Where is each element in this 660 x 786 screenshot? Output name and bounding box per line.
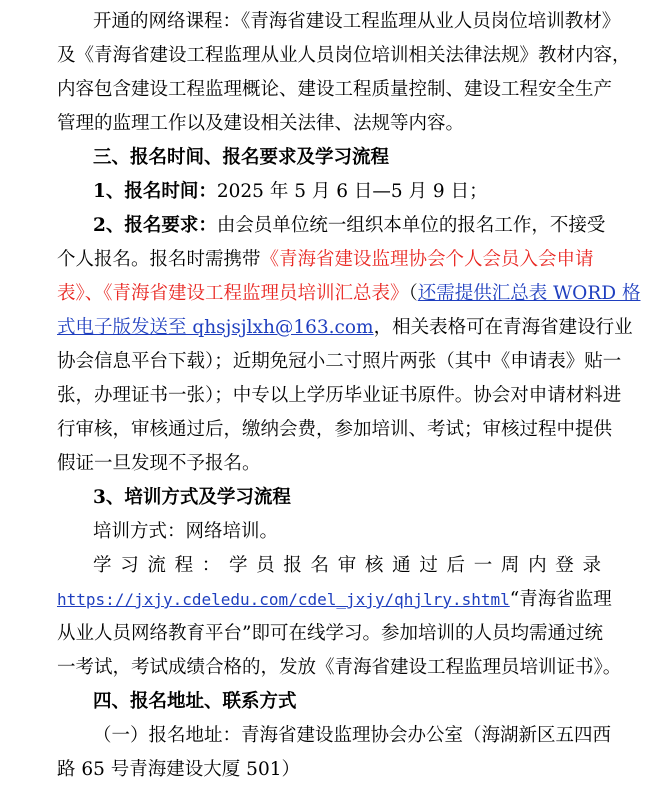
section-heading: 3、培训方式及学习流程 — [93, 487, 291, 508]
paragraph-line: 一考试，考试成绩合格的，发放《青海省建设工程监理员培训证书》。 — [57, 657, 622, 678]
paragraph-line: 开通的网络课程：《青海省建设工程监理从业人员岗位培训教材》 — [93, 11, 621, 32]
section-heading: 四、报名地址、联系方式 — [93, 691, 297, 712]
red-highlight-text: 《青海省建设监理协会个人会员入会申请 — [260, 249, 594, 270]
registration-time-label: 1、报名时间： — [93, 181, 217, 202]
paragraph-text: （ — [408, 283, 418, 304]
registration-time — [93, 176, 653, 208]
paragraph-line: 管理的监理工作以及建设相关法律、法规等内容。 — [57, 113, 465, 134]
paragraph-line: 张，办理证书一张）；中专以上学历毕业证书原件。协会对申请材料进 — [57, 385, 622, 406]
paragraph-text: ，相关表格可在青海省建设行业 — [373, 317, 633, 338]
email-link[interactable]: 式电子版发送至 qhsjsjlxh@163.com — [57, 317, 374, 338]
platform-link[interactable]: https://jxjy.cdeledu.com/cdel_jxjy/qhjlry.shtml — [57, 590, 510, 609]
registration-requirements-text: 由会员单位统一组织本单位的报名工作，不接受 — [216, 215, 606, 236]
paragraph-line: 协会信息平台下载）；近期免冠小二寸照片两张（其中《申请表》贴一 — [57, 351, 622, 372]
paragraph-line: （一）报名地址：青海省建设监理协会办公室（海湖新区五四西 — [93, 725, 612, 746]
red-highlight-text: 表》、《青海省建设工程监理员培训汇总表》 — [57, 283, 409, 304]
paragraph-line: 从业人员网络教育平台”即可在线学习。参加培训的人员均需通过统 — [57, 623, 603, 644]
blue-underlined-text: 还需提供汇总表 WORD 格 — [417, 283, 641, 304]
paragraph-line — [57, 244, 617, 276]
paragraph-line: 路 65 号青海建设大厦 501） — [57, 759, 300, 780]
paragraph-line — [57, 584, 617, 616]
paragraph-text: 个人报名。报名时需携带 — [57, 249, 261, 270]
paragraph-line: 培训方式：网络培训。 — [93, 521, 279, 542]
paragraph-line: 及《青海省建设工程监理从业人员岗位培训相关法律法规》教材内容， — [57, 45, 631, 66]
paragraph-line: 假证一旦发现不予报名。 — [57, 453, 261, 474]
paragraph-line: 学习流程：学员报名审核通过后一周内登录 — [93, 555, 601, 576]
registration-requirements-label: 2、报名要求： — [93, 215, 217, 236]
section-heading: 三、报名时间、报名要求及学习流程 — [93, 147, 390, 168]
paragraph-text: “青海省监理 — [509, 589, 612, 610]
paragraph-line — [57, 278, 641, 310]
paragraph-line: 行审核，审核通过后，缴纳会费，参加培训、考试；审核过程中提供 — [57, 419, 613, 440]
registration-time-value: 2025 年 5 月 6 日—5 月 9 日； — [216, 181, 488, 202]
registration-requirements — [93, 210, 653, 242]
paragraph-line — [57, 312, 633, 344]
paragraph-line: 内容包含建设工程监理概论、建设工程质量控制、建设工程安全生产 — [57, 79, 613, 100]
